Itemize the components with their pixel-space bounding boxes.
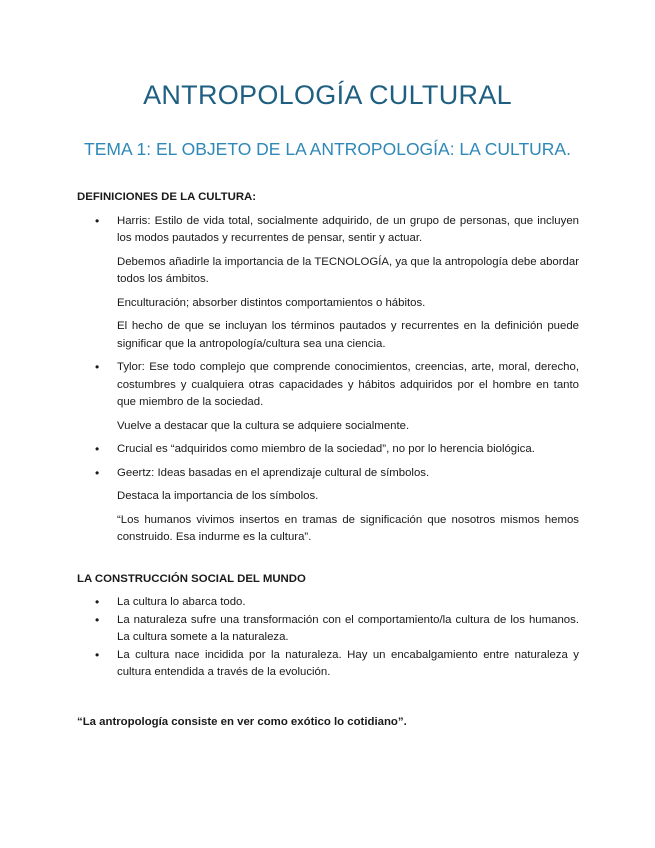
list-item-text: La cultura nace incidida por la naturaleza. Hay un encabalgamiento entre naturaleza y cultura entendida a través de la evolución.: [117, 648, 579, 678]
list-item-geertz: [77, 465, 579, 483]
document-body: [77, 189, 579, 742]
list-item-text: La naturaleza sufre una transformación con el comportamiento/la cultura de los humanos. La cultura somete a la naturaleza.: [117, 613, 579, 643]
bullet-marker: •: [95, 595, 100, 609]
document-subtitle: TEMA 1: EL OBJETO DE LA ANTROPOLOGÍA: LA CULTURA.: [84, 139, 571, 159]
closing-quote: “La antropología consiste en ver como exótico lo cotidiano”.: [77, 715, 407, 728]
note-paragraph: Vuelve a destacar que la cultura se adquiere socialmente.: [117, 419, 410, 432]
section-construccion: [77, 571, 579, 682]
bullet-marker: •: [95, 442, 100, 456]
note-paragraph: Debemos añadirle la importancia de la TECNOLOGÍA, ya que la antropología debe abordar todos los ámbitos.: [117, 255, 580, 285]
bullet-marker: •: [95, 213, 100, 228]
list-item-tylor: [77, 359, 579, 412]
list-item-text: La cultura lo abarca todo.: [117, 596, 246, 608]
note-paragraph: Enculturación; absorber distintos comportamientos o hábitos.: [117, 296, 426, 309]
tylor-definition: Tylor: Ese todo complejo que comprende conocimientos, creencias, arte, moral, derecho, costumbres y cualquiera otras capacidades y hábitos adquiridos por el hombre en tanto que miembro de la sociedad.: [117, 361, 579, 408]
section-heading-definiciones: DEFINICIONES DE LA CULTURA:: [77, 191, 257, 203]
bullet-marker: •: [95, 360, 100, 374]
section-heading-construccion: LA CONSTRUCCIÓN SOCIAL DEL MUNDO: [77, 572, 306, 585]
document-title: ANTROPOLOGÍA CULTURAL: [143, 80, 512, 110]
list-item-crucial: [77, 441, 579, 459]
crucial-text: Crucial es “adquiridos como miembro de la sociedad”, no por lo herencia biológica.: [117, 443, 535, 455]
list-item: [77, 647, 579, 682]
list-item: [77, 612, 579, 647]
list-item-harris: [77, 213, 579, 248]
harris-definition: Harris: Estilo de vida total, socialmente adquirido, de un grupo de personas, que incluyen los modos pautados y recurrentes de pensar, sentir y actuar.: [117, 214, 579, 244]
bullet-marker: •: [95, 612, 100, 627]
note-paragraph: “Los humanos vivimos insertos en tramas de significación que nosotros mismos hemos construido. Esa indurme es la cultura”.: [117, 513, 579, 543]
list-item: [77, 594, 579, 612]
note-paragraph: El hecho de que se incluyan los términos pautados y recurrentes en la definición puede significar que la antropología/cultura sea una ciencia.: [117, 320, 579, 350]
geertz-definition: Geertz: Ideas basadas en el aprendizaje cultural de símbolos.: [117, 466, 430, 479]
note-paragraph: Destaca la importancia de los símbolos.: [117, 490, 319, 502]
bullet-marker: •: [95, 647, 100, 662]
bullet-marker: •: [95, 465, 100, 480]
